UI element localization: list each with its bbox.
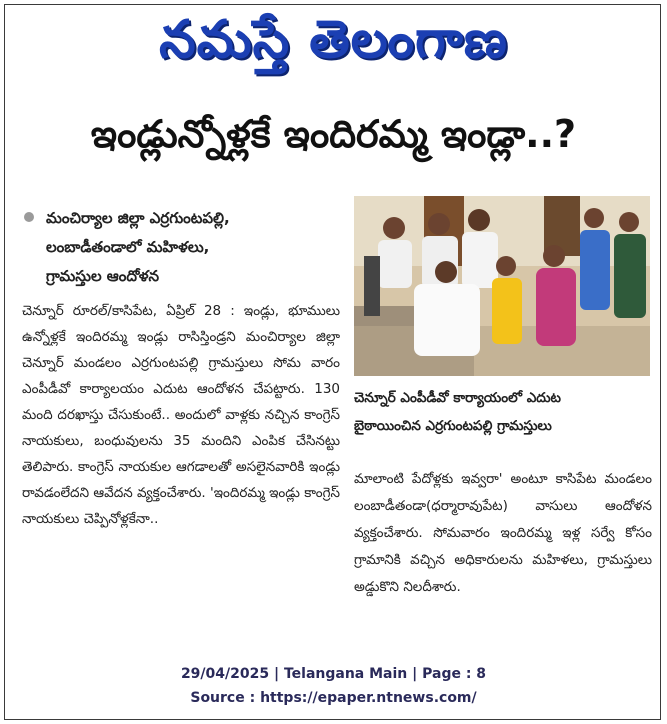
subhead-line-2: లంబాడీతండాలో మహిళలు, <box>46 238 210 256</box>
article-subhead <box>24 204 334 291</box>
bullet-icon <box>24 212 34 222</box>
article-headline: ఇండ్లున్నోళ్లకే ఇందిరమ్మ ఇండ్లా..? <box>90 112 577 156</box>
footer-date-edition: 29/04/2025 | Telangana Main | Page : 8 <box>180 666 487 682</box>
article-body-right: మాలాంటి పేదోళ్లకు ఇవ్వరా' అంటూ కాసిపేట మండలం లంబాడీతండా(ధర్మారావుపేట) వాసులు ఆందోళన వ్యక్తంచేశారు. సోమవారం ఇందిరమ్మ ఇళ్ల సర్వే కోసం గ్రామానికి వచ్చిన అధికారులను మహిళలు, గ్రామస్తులు అడ్డుకొని నిలదీశారు. <box>354 471 652 595</box>
photo-caption <box>354 384 650 440</box>
article-body-left: చెన్నూర్ రూరల్/కాసిపేట, ఏప్రిల్ 28 : ఇండ్లు, భూములు ఉన్నోళ్లకే ఇందిరమ్మ ఇండ్లు రాసిస్తిండ్రని మంచిర్యాల జిల్లా చెన్నూర్ మండలం ఎర్రగుంటపల్లి గ్రామస్తులు సోమ వారం ఎంపీడీవో కార్యాలయం ఎదుట ఆందోళన చేపట్టారు. 130 మంది దరఖాస్తు చేసుకుంటే.. అందులో వాళ్లకు నచ్చిన కాంగ్రెస్ నాయకులు, బంధువులను 35 మందిని ఎంపిక చేసినట్టు తెలిపారు. కాంగ్రెస్ నాయకుల ఆగడాలతో అసలైనవారికి ఇండ్లు రావడంలేదని ఆవేదన వ్యక్తంచేశారు. 'ఇందిరమ్మ ఇండ్లు కాంగ్రెస్ నాయకులు చెప్పినోళ్లకేనా.. <box>22 303 340 527</box>
villagers-protest-photo <box>354 196 650 376</box>
page-footer <box>0 662 667 710</box>
subhead-line-3: గ్రామస్తుల ఆందోళన <box>46 267 160 285</box>
caption-line-1: చెన్నూర్ ఎంపీడీవో కార్యాయంలో ఎదుట <box>354 390 561 406</box>
footer-source: Source : https://epaper.ntnews.com/ <box>190 690 477 706</box>
news-photo <box>354 196 650 376</box>
caption-line-2: బైఠాయించిన ఎర్రగుంటపల్లి గ్రామస్తులు <box>354 418 552 434</box>
newspaper-masthead: నమస్తే తెలంగాణ <box>159 10 508 70</box>
subhead-line-1: మంచిర్యాల జిల్లా ఎర్రగుంటపల్లి, <box>46 209 230 227</box>
